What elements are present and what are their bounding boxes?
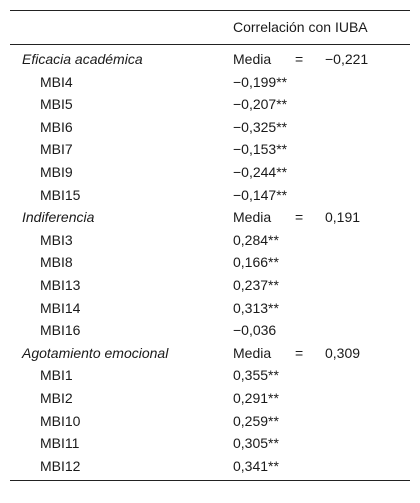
item-label: MBI16 [40,322,81,339]
item-correlation-value: −0,153** [233,141,288,158]
table-header-row [10,11,410,44]
item-label: MBI3 [40,231,73,248]
table-row [10,71,410,94]
table-row [10,364,410,387]
item-correlation-value: 0,237** [233,276,279,293]
column-header-correlation: Correlación con IUBA [233,19,368,35]
item-label: MBI4 [40,73,73,90]
group-name: Agotamiento emocional [22,344,169,361]
table-row [10,93,410,116]
item-correlation-value: 0,313** [233,299,279,316]
table-row [10,184,410,207]
item-correlation-value: 0,305** [233,435,279,452]
mean-value: −0,221 [325,51,369,67]
item-correlation-value: 0,259** [233,412,279,429]
item-correlation-value: 0,355** [233,367,279,384]
table-row [10,297,410,320]
table-row [10,229,410,252]
item-label: MBI5 [40,96,73,113]
table-row [10,455,410,478]
item-label: MBI11 [40,435,80,452]
equals-sign: = [295,209,304,226]
item-correlation-value: −0,325** [233,118,288,135]
item-label: MBI12 [40,457,81,474]
table-row [10,161,410,184]
equals-sign: = [295,51,304,67]
table-row [10,251,410,274]
table-body [10,45,410,480]
item-label: MBI8 [40,254,73,271]
mean-label: Media [233,209,272,226]
item-label: MBI2 [40,389,73,406]
table-row [10,319,410,342]
correlation-table [10,10,410,481]
group-name: Indiferencia [22,209,95,226]
item-correlation-value: 0,166** [233,254,279,271]
group-name: Eficacia académica [22,51,143,67]
item-label: MBI15 [40,186,81,203]
item-correlation-value: −0,199** [233,73,288,90]
item-correlation-value: −0,207** [233,96,288,113]
group-row [10,48,410,71]
table-row [10,138,410,161]
table-row [10,387,410,410]
mean-value: 0,191 [325,209,361,226]
item-label: MBI13 [40,276,81,293]
mean-label: Media [233,51,272,67]
item-correlation-value: 0,284** [233,231,279,248]
item-label: MBI14 [40,299,81,316]
table-row [10,432,410,455]
item-label: MBI9 [40,163,73,180]
table-row [10,274,410,297]
mean-label: Media [233,344,272,361]
item-label: MBI7 [40,141,73,158]
table-bottom-rule [10,480,410,481]
item-correlation-value: −0,244** [233,163,288,180]
group-row [10,206,410,229]
item-correlation-value: −0,036 [233,322,277,339]
item-correlation-value: −0,147** [233,186,288,203]
item-label: MBI1 [40,367,73,384]
mean-value: 0,309 [325,344,361,361]
group-row [10,342,410,365]
table-row [10,116,410,139]
table-row [10,410,410,433]
equals-sign: = [295,344,304,361]
item-correlation-value: 0,291** [233,389,279,406]
item-label: MBI10 [40,412,81,429]
item-label: MBI6 [40,118,73,135]
item-correlation-value: 0,341** [233,457,279,474]
